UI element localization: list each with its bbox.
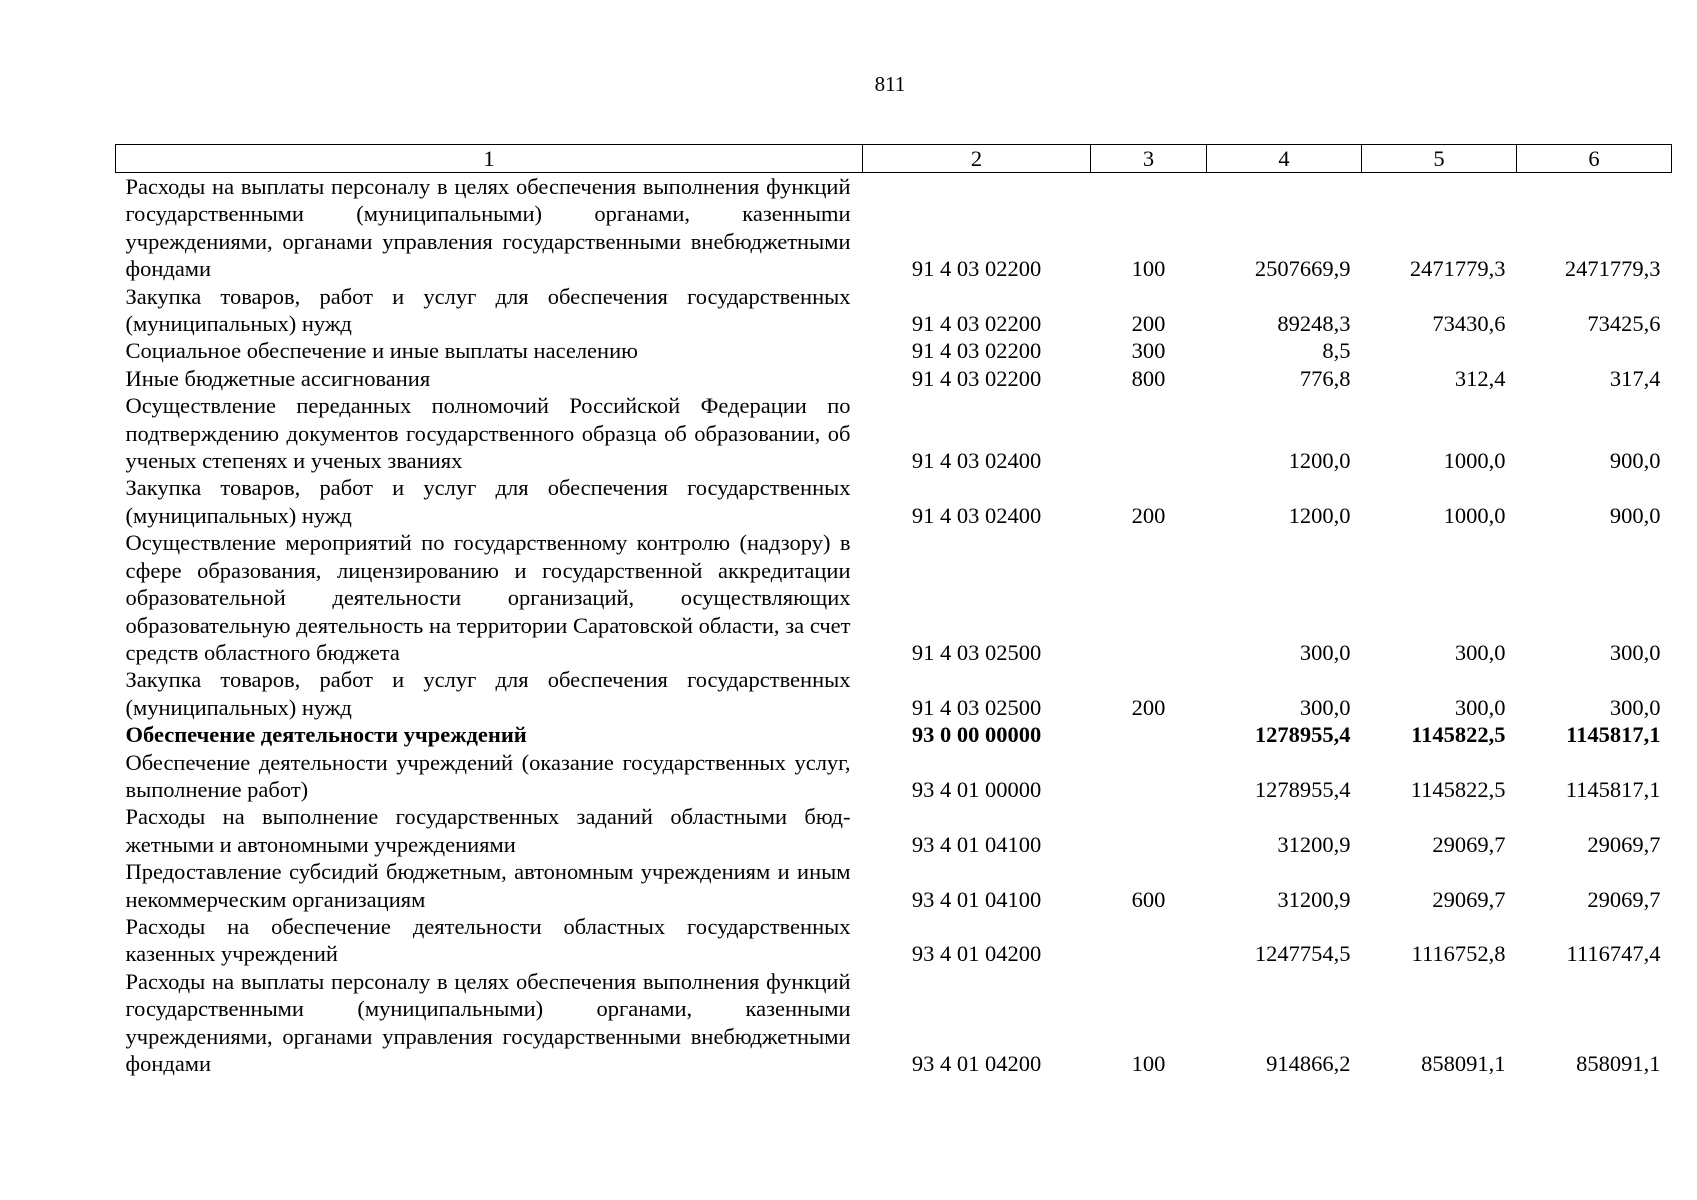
page-number-text: 811 [874, 72, 906, 96]
row-value-col4: 1247754,5 [1254, 941, 1351, 967]
header-col-4: 4 [1207, 145, 1362, 173]
table-row [116, 721, 1672, 748]
row-value-col4: 31200,9 [1277, 831, 1351, 857]
row-code: 93 4 01 04100 [911, 831, 1042, 857]
row-expense-type [1091, 749, 1207, 804]
row-value-col5: 1116752,8 [1411, 941, 1506, 967]
table-row [116, 666, 1672, 721]
row-name: Предоставление субсидий бюджетным, автономным учреждениям и иным некоммерческим организациям [125, 859, 851, 912]
header-col-1: 1 [116, 145, 863, 173]
row-value-col5: 1145822,5 [1411, 722, 1506, 748]
table-row [116, 913, 1672, 968]
row-value-col4: 776,8 [1299, 365, 1351, 391]
row-code: 91 4 03 02200 [911, 256, 1042, 282]
table-row [116, 803, 1672, 858]
row-value-col6: 317,4 [1609, 365, 1661, 391]
row-code: 91 4 03 02200 [911, 311, 1042, 337]
row-value-col4: 8,5 [1322, 338, 1351, 364]
row-name: Социальное обеспечение и иные выплаты населению [125, 338, 638, 364]
table-row [116, 392, 1672, 474]
row-value-col5: 2471779,3 [1409, 256, 1506, 282]
row-value-col6: 300,0 [1609, 639, 1661, 665]
row-expense-type [1091, 392, 1207, 474]
row-code: 93 4 01 04200 [911, 941, 1042, 967]
row-name: Расходы на выплаты персоналу в целях обеспечения выполнения функций государственными (муниципальными) органами, казенными учреждениями, органами управления государственными внебюджетными фондами [125, 968, 851, 1076]
row-code: 91 4 03 02200 [911, 365, 1042, 391]
row-value-col6: 1116747,4 [1566, 941, 1661, 967]
row-value-col6: 2471779,3 [1564, 256, 1661, 282]
row-name: Осуществление переданных полномочий Российской Федерации по подтверждению документов государственного образца об образовании, об ученых степенях и ученых званиях [125, 393, 851, 474]
row-expense-type [1091, 803, 1207, 858]
row-expense-type: 200 [1131, 694, 1166, 720]
row-value-col5: 29069,7 [1432, 831, 1506, 857]
row-expense-type: 300 [1131, 338, 1166, 364]
row-value-col5 [1362, 337, 1517, 364]
row-expense-type: 100 [1131, 256, 1166, 282]
row-name: Закупка товаров, работ и услуг для обеспечения государственных (муниципальных) нужд [125, 667, 851, 720]
row-value-col4: 1278955,4 [1254, 776, 1351, 802]
header-col-3: 3 [1091, 145, 1207, 173]
row-value-col5: 312,4 [1454, 365, 1506, 391]
row-code: 93 4 01 04100 [911, 886, 1042, 912]
row-code: 91 4 03 02200 [911, 338, 1042, 364]
row-value-col6: 300,0 [1609, 694, 1661, 720]
row-value-col4: 2507669,9 [1254, 256, 1351, 282]
row-code: 93 4 01 04200 [911, 1051, 1042, 1076]
table-row [116, 968, 1672, 1078]
row-value-col6: 1145817,1 [1566, 722, 1661, 748]
row-name: Закупка товаров, работ и услуг для обеспечения государственных (муниципальных) нужд [125, 475, 851, 528]
row-name: Осуществление мероприятий по государственному контролю (надзору) в сфере образования, лицензированию и государственной аккредитации образовательной деятельности организаций, осуществляющих образовательную деятельность на территории Саратовской области, за счет средств областного бюджета [125, 530, 851, 665]
table-row [116, 173, 1672, 283]
header-col-5: 5 [1362, 145, 1517, 173]
table-row [116, 283, 1672, 338]
row-value-col4: 914866,2 [1266, 1051, 1351, 1076]
table-row [116, 749, 1672, 804]
row-expense-type: 800 [1131, 365, 1166, 391]
row-name: Закупка товаров, работ и услуг для обеспечения государственных (муниципальных) нужд [125, 283, 851, 337]
row-value-col5: 1000,0 [1443, 502, 1506, 528]
row-value-col4: 300,0 [1299, 694, 1351, 720]
table-row [116, 365, 1672, 392]
header-col-6: 6 [1517, 145, 1672, 173]
row-value-col5: 858091,1 [1421, 1051, 1506, 1076]
row-expense-type [1091, 721, 1207, 748]
row-value-col6: 900,0 [1609, 502, 1661, 528]
row-value-col4: 89248,3 [1277, 311, 1351, 337]
row-value-col4: 1200,0 [1288, 448, 1351, 474]
row-value-col4: 1278955,4 [1254, 722, 1351, 748]
row-name: Обеспечение деятельности учреждений [125, 722, 527, 748]
row-value-col6: 73425,6 [1587, 311, 1661, 337]
table-row [116, 858, 1672, 913]
row-value-col4: 31200,9 [1277, 886, 1351, 912]
row-value-col5: 73430,6 [1432, 311, 1506, 337]
row-value-col6: 858091,1 [1576, 1051, 1661, 1076]
table-row [116, 529, 1672, 666]
row-value-col5: 300,0 [1454, 694, 1506, 720]
header-row [116, 145, 1672, 173]
row-expense-type [1091, 529, 1207, 666]
row-code: 93 0 00 00000 [911, 722, 1042, 748]
table-row [116, 337, 1672, 364]
row-name: Расходы на выполнение государственных заданий областными бюджетными и автономными учреждениями [125, 804, 851, 857]
row-name: Расходы на обеспечение деятельности областных государственных казенных учреждений [125, 913, 851, 967]
row-value-col4: 1200,0 [1288, 502, 1351, 528]
row-value-col5: 1000,0 [1443, 448, 1506, 474]
row-name: Обеспечение деятельности учреждений (оказание государственных услуг, выполнение работ) [125, 749, 851, 802]
table-body [116, 173, 1672, 1078]
row-value-col6: 29069,7 [1587, 831, 1661, 857]
table-header [116, 145, 1672, 173]
header-col-2: 2 [863, 145, 1091, 173]
row-value-col6: 900,0 [1609, 448, 1661, 474]
row-name: Иные бюджетные ассигнования [125, 365, 431, 391]
row-code: 91 4 03 02500 [911, 639, 1042, 665]
row-expense-type: 100 [1131, 1051, 1166, 1076]
row-code: 91 4 03 02500 [911, 694, 1042, 720]
budget-table [115, 144, 1672, 1077]
row-value-col6: 29069,7 [1587, 886, 1661, 912]
row-expense-type: 600 [1131, 886, 1166, 912]
row-value-col5: 300,0 [1454, 639, 1506, 665]
table-row [116, 474, 1672, 529]
row-expense-type: 200 [1131, 311, 1166, 337]
row-code: 91 4 03 02400 [911, 502, 1042, 528]
row-code: 93 4 01 00000 [911, 776, 1042, 802]
row-expense-type: 200 [1131, 502, 1166, 528]
row-value-col6 [1517, 337, 1672, 364]
row-code: 91 4 03 02400 [911, 448, 1042, 474]
row-expense-type [1091, 913, 1207, 968]
row-value-col5: 29069,7 [1432, 886, 1506, 912]
row-value-col5: 1145822,5 [1410, 776, 1506, 802]
row-value-col4: 300,0 [1299, 639, 1351, 665]
row-value-col6: 1145817,1 [1565, 776, 1661, 802]
row-name: Расходы на выплаты персоналу в целях обеспечения выполнения функций государственными (муниципальными) органами, казенныmи учреждениями, органами управления государственными внебюджетными фондами [125, 174, 851, 282]
